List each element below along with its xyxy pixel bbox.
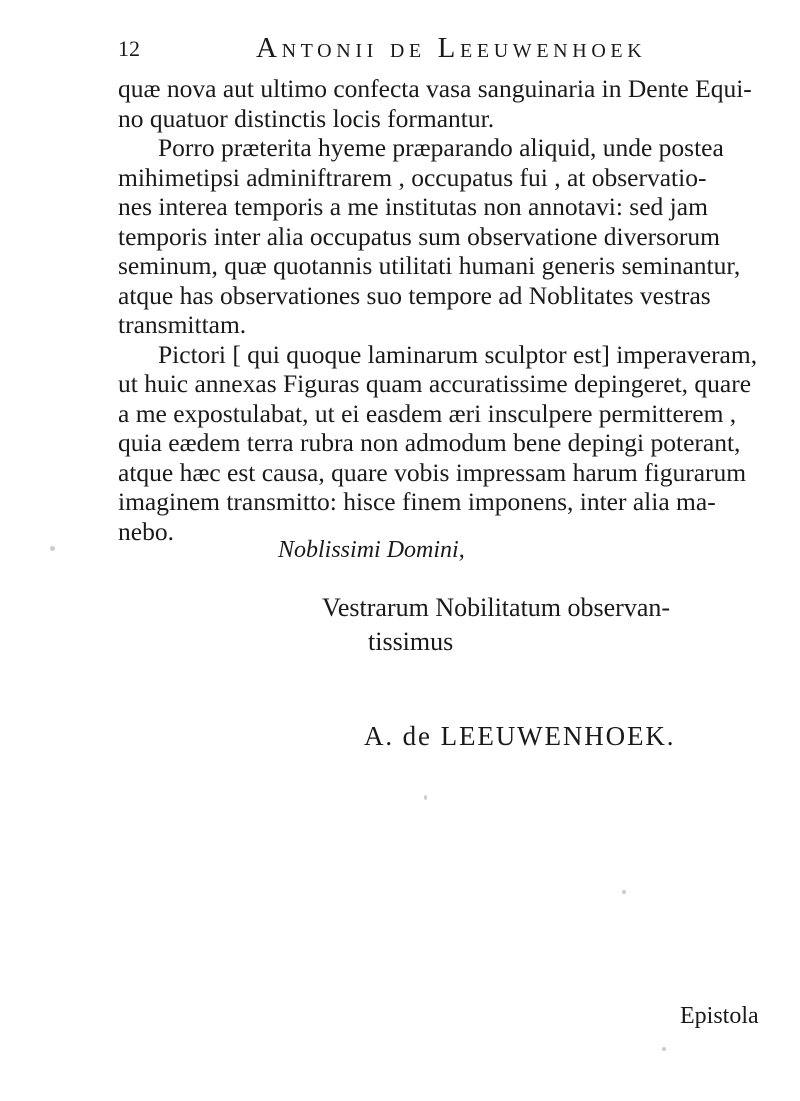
text-line: nebo. <box>118 516 174 546</box>
text-line: transmittam. <box>118 310 247 339</box>
text-line: quia eædem terra rubra non admodum bene depingi poterant, <box>118 428 741 457</box>
page-number: 12 <box>118 36 140 61</box>
paper-speck <box>424 795 427 800</box>
text-line: temporis inter alia occupatus sum observatione diversorum <box>118 221 720 251</box>
text-line: imaginem transmitto: hisce finem imponens, inter alia ma- <box>118 487 716 516</box>
text-line: ut huic annexas Figuras quam accuratissime depingeret, quare <box>118 369 752 398</box>
running-head <box>118 32 798 70</box>
text-line: Porro præterita hyeme præparando aliquid, unde postea <box>158 133 724 162</box>
paper-speck <box>622 890 626 894</box>
paragraph-2 <box>118 133 778 340</box>
text-line: no quatuor distinctis locis formantur. <box>118 103 495 133</box>
catchword: Epistola <box>680 1003 759 1029</box>
text-line: Pictori [ qui quoque laminarum sculptor est] imperaveram, <box>158 339 758 369</box>
paper-speck <box>50 546 55 551</box>
paragraph-3 <box>118 340 778 547</box>
salutation: Noblissimi Domini, <box>278 537 465 563</box>
text-line: mihimetipsi adminiftrarem , occupatus fui , at observatio- <box>118 162 707 192</box>
text-line: nes interea temporis a me institutas non annotavi: sed jam <box>118 192 708 221</box>
text-line: seminum, quæ quotannis utilitati humani generis seminantur, <box>118 251 741 280</box>
text-line: a me expostulabat, ut ei easdem æri insculpere permitterem , <box>118 398 737 428</box>
text-line: atque hæc est causa, quare vobis impressam harum figurarum <box>118 457 747 487</box>
body-text <box>118 74 778 546</box>
closing-line: tissimus <box>368 627 454 656</box>
closing-line: Vestrarum Nobilitatum observan- <box>322 593 671 622</box>
signature: A. de LEEUWENHOEK. <box>364 721 676 751</box>
text-line: atque has observationes suo tempore ad Noblitates vestras <box>118 280 711 310</box>
closing <box>322 591 670 659</box>
paragraph-1 <box>118 74 778 133</box>
paper-speck <box>662 1047 666 1051</box>
text-line: quæ nova aut ultimo confecta vasa sanguinaria in Dente Equi- <box>118 74 752 103</box>
running-title: Antonii de Leeuwenhoek <box>256 32 647 64</box>
